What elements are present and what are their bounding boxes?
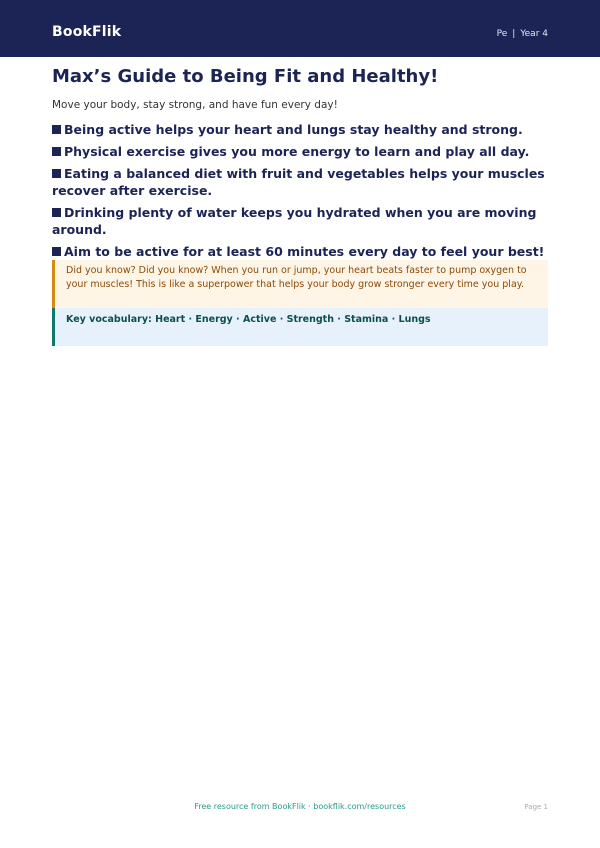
header-bar (0, 0, 600, 57)
footer-resource-link[interactable]: Free resource from BookFlik · bookflik.com/resources (194, 802, 406, 811)
meta-separator: | (512, 29, 516, 39)
square-bullet-icon (52, 147, 61, 156)
list-item (52, 204, 552, 238)
point-text: Drinking plenty of water keeps you hydrated when you are moving around. (52, 205, 537, 237)
did-you-know-box (52, 260, 548, 308)
key-vocabulary-box (52, 308, 548, 346)
list-item (52, 165, 552, 199)
point-text: Aim to be active for at least 60 minutes every day to feel your best! (64, 244, 545, 259)
page-number: Page 1 (524, 803, 548, 811)
page-subtitle: Move your body, stay strong, and have fun every day! (52, 99, 338, 111)
square-bullet-icon (52, 125, 61, 134)
list-item (52, 143, 552, 160)
page-title: Max’s Guide to Being Fit and Healthy! (52, 66, 439, 87)
subject-meta (497, 29, 548, 39)
key-vocabulary-text: Key vocabulary: Heart · Energy · Active · Strength · Stamina · Lungs (66, 314, 431, 325)
year-label: Year 4 (520, 29, 548, 39)
list-item (52, 243, 552, 260)
key-points-list (52, 121, 552, 265)
square-bullet-icon (52, 208, 61, 217)
point-text: Physical exercise gives you more energy to learn and play all day. (64, 144, 530, 159)
point-text: Eating a balanced diet with fruit and vegetables helps your muscles recover after exercise. (52, 166, 545, 198)
point-text: Being active helps your heart and lungs stay healthy and strong. (64, 122, 523, 137)
subject-label: Pe (496, 29, 508, 39)
square-bullet-icon (52, 247, 61, 256)
list-item (52, 121, 552, 138)
brand-logo[interactable]: BookFlik (52, 24, 122, 40)
square-bullet-icon (52, 169, 61, 178)
did-you-know-text: Did you know? Did you know? When you run or jump, your heart beats faster to pump oxygen to your muscles! This is like a superpower that helps your body grow stronger every time you play. (66, 265, 527, 290)
